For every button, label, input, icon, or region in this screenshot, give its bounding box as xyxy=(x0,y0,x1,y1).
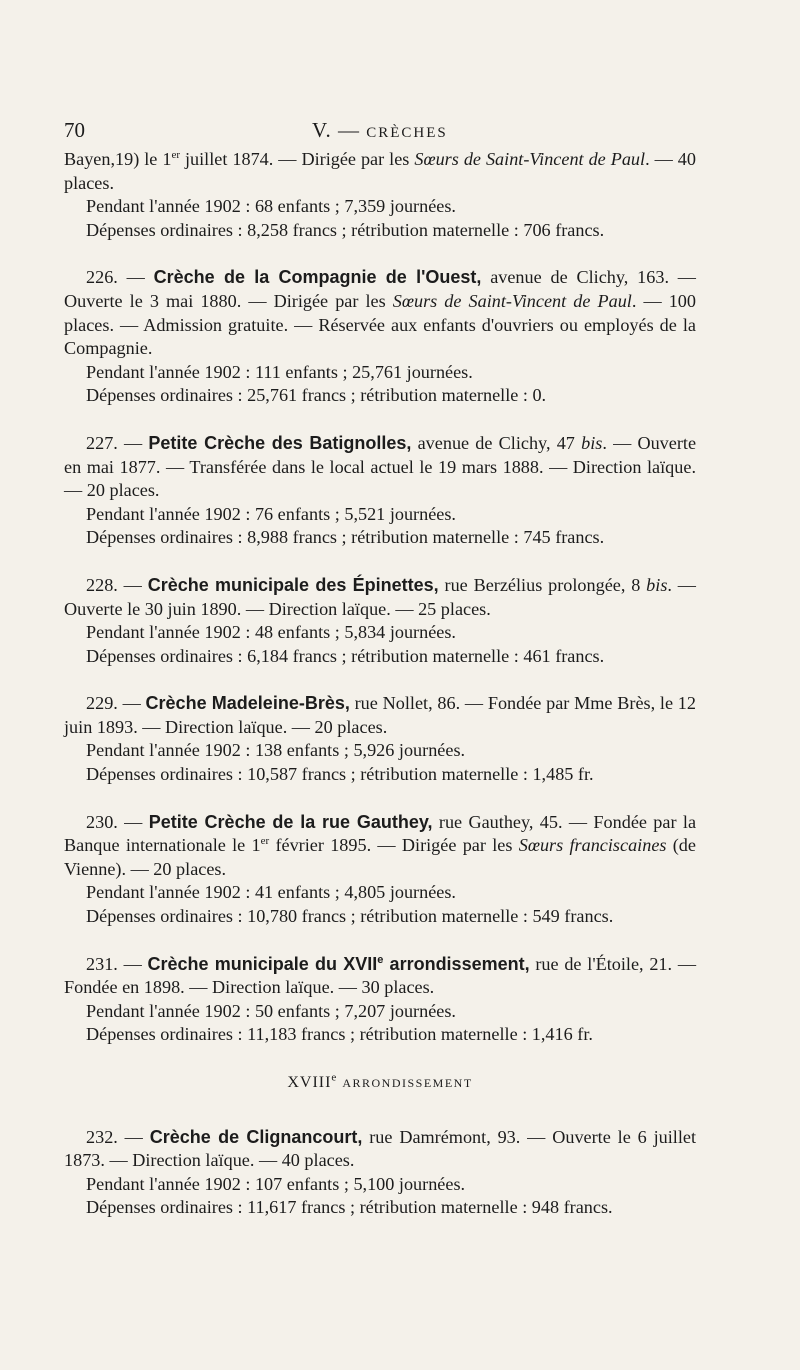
entry-stat-attendance: Pendant l'année 1902 : 107 enfants ; 5,100 journées. xyxy=(86,1173,466,1194)
chapter-title: CRÈCHES xyxy=(366,125,448,141)
book-page xyxy=(64,118,696,1244)
entry-232 xyxy=(64,1126,696,1220)
entry-226 xyxy=(64,266,696,408)
entry-227 xyxy=(64,432,696,550)
entry-text: 229. — Crèche Madeleine-Brès, rue Nollet, 86. — Fondée par Mme Brès, le 12 juin 1893. — Direction laïque. — 20 places. xyxy=(64,693,696,737)
entry-stat-expenses: Dépenses ordinaires : 6,184 francs ; rétribution maternelle : 461 francs. xyxy=(86,645,605,666)
entry-text: 232. — Crèche de Clignancourt, rue Damrémont, 93. — Ouverte le 6 juillet 1873. — Direction laïque. — 40 places. xyxy=(64,1126,697,1171)
entry-stat-expenses: Dépenses ordinaires : 25,761 francs ; rétribution maternelle : 0. xyxy=(86,385,547,406)
entry-name: Crèche municipale du XVIIe arrondissement, xyxy=(147,953,530,974)
entry-228 xyxy=(64,574,696,668)
entry-name: Petite Crèche des Batignolles, xyxy=(148,432,412,453)
entry-stat-expenses: Dépenses ordinaires : 10,587 francs ; rétribution maternelle : 1,485 fr. xyxy=(86,764,594,785)
running-title xyxy=(312,118,448,143)
entry-stat-attendance: Pendant l'année 1902 : 50 enfants ; 7,207 journées. xyxy=(86,1000,456,1021)
entry-stat-attendance: Pendant l'année 1902 : 76 enfants ; 5,521 journées. xyxy=(86,503,456,524)
entry-continued xyxy=(64,148,696,242)
entry-name: Petite Crèche de la rue Gauthey, xyxy=(148,811,433,832)
entry-text: 228. — Crèche municipale des Épinettes, rue Berzélius prolongée, 8 bis. — Ouverte le 30 juin 1890. — Direction laïque. — 25 places. xyxy=(64,574,696,619)
entry-stat-attendance: Pendant l'année 1902 : 48 enfants ; 5,834 journées. xyxy=(86,622,456,643)
section-heading: XVIIIe ARRONDISSEMENT xyxy=(287,1071,473,1091)
entry-text: 231. — Crèche municipale du XVIIe arrondissement, rue de l'Étoile, 21. — Fondée en 1898. — Direction laïque. — 30 places. xyxy=(64,953,697,998)
entry-231 xyxy=(64,953,696,1047)
entry-text: 227. — Petite Crèche des Batignolles, avenue de Clichy, 47 bis. — Ouverte en mai 1877. — Transférée dans le local actuel le 19 mars 1888. — Direction laïque. — 20 places. xyxy=(64,432,697,501)
entry-stat-attendance: Pendant l'année 1902 : 68 enfants ; 7,359 journées. xyxy=(86,196,456,217)
page-header xyxy=(64,118,696,148)
entry-text: 230. — Petite Crèche de la rue Gauthey, rue Gauthey, 45. — Fondée par la Banque internationale le 1er février 1895. — Dirigée par les Sœurs franciscaines (de Vienne). — 20 places. xyxy=(64,811,697,879)
entry-stat-attendance: Pendant l'année 1902 : 111 enfants ; 25,761 journées. xyxy=(86,361,473,382)
entry-name: Crèche municipale des Épinettes, xyxy=(147,574,439,595)
entry-stat-expenses: Dépenses ordinaires : 10,780 francs ; rétribution maternelle : 549 francs. xyxy=(86,906,614,927)
page-body xyxy=(64,148,696,1220)
entry-stat-expenses: Dépenses ordinaires : 11,617 francs ; rétribution maternelle : 948 francs. xyxy=(86,1197,613,1218)
entry-stat-attendance: Pendant l'année 1902 : 41 enfants ; 4,805 journées. xyxy=(86,882,456,903)
entry-stat-expenses: Dépenses ordinaires : 11,183 francs ; rétribution maternelle : 1,416 fr. xyxy=(86,1024,593,1045)
entry-name: Crèche de la Compagnie de l'Ouest, xyxy=(153,267,482,288)
entry-229 xyxy=(64,692,696,786)
entry-stat-expenses: Dépenses ordinaires : 8,988 francs ; rétribution maternelle : 745 francs. xyxy=(86,527,605,548)
entry-stat-expenses: Dépenses ordinaires : 8,258 francs ; rétribution maternelle : 706 francs. xyxy=(86,219,605,240)
entry-name: Crèche de Clignancourt, xyxy=(149,1126,363,1147)
entry-name: Crèche Madeleine-Brès, xyxy=(145,693,350,714)
entry-text: Bayen,19) le 1er juillet 1874. — Dirigée par les Sœurs de Saint-Vincent de Paul. — 40 places. xyxy=(64,148,696,193)
entry-230 xyxy=(64,811,696,929)
page-number: 70 xyxy=(64,118,85,142)
chapter-number: V. — xyxy=(312,118,360,142)
entry-text: 226. — Crèche de la Compagnie de l'Ouest, avenue de Clichy, 163. — Ouverte le 3 mai 1880. — Dirigée par les Sœurs de Saint-Vincent de Paul. — 100 places. — Admission gratuite. — Réservée aux enfants d'ouvriers ou employés de la Compagnie. xyxy=(64,267,696,359)
entry-stat-attendance: Pendant l'année 1902 : 138 enfants ; 5,926 journées. xyxy=(86,740,466,761)
